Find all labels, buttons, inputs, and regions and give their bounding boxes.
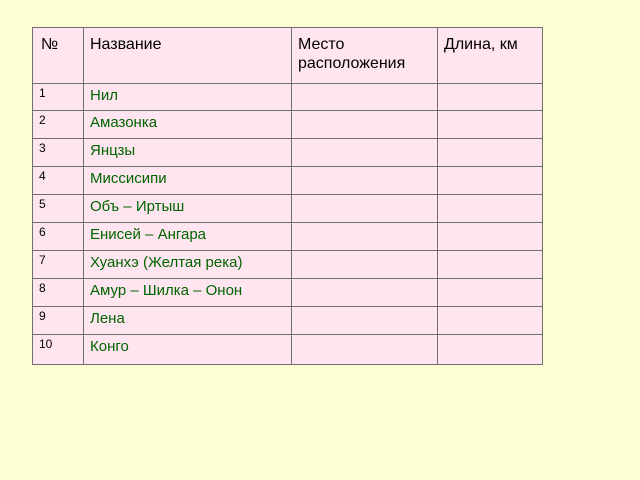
row-number: 4: [33, 167, 84, 195]
header-name: Название: [84, 28, 292, 84]
length-cell: [438, 279, 543, 307]
location-cell: [292, 279, 438, 307]
table-row: [33, 223, 543, 251]
river-name: Миссисипи: [84, 167, 292, 195]
length-cell: [438, 84, 543, 111]
row-number: 9: [33, 307, 84, 335]
location-cell: [292, 195, 438, 223]
location-cell: [292, 307, 438, 335]
location-cell: [292, 335, 438, 365]
table-row: [33, 279, 543, 307]
header-location: Место расположения: [292, 28, 438, 84]
length-cell: [438, 139, 543, 167]
header-length: Длина, км: [438, 28, 543, 84]
row-number: 6: [33, 223, 84, 251]
table-row: [33, 335, 543, 365]
location-cell: [292, 223, 438, 251]
length-cell: [438, 251, 543, 279]
length-cell: [438, 167, 543, 195]
table-row: [33, 307, 543, 335]
row-number: 2: [33, 111, 84, 139]
river-name: Конго: [84, 335, 292, 365]
river-name: Янцзы: [84, 139, 292, 167]
length-cell: [438, 307, 543, 335]
location-cell: [292, 251, 438, 279]
table-row: [33, 167, 543, 195]
length-cell: [438, 111, 543, 139]
row-number: 10: [33, 335, 84, 365]
river-name: Хуанхэ (Желтая река): [84, 251, 292, 279]
river-name: Лена: [84, 307, 292, 335]
river-name: Объ – Иртыш: [84, 195, 292, 223]
row-number: 5: [33, 195, 84, 223]
row-number: 3: [33, 139, 84, 167]
rivers-table: [32, 27, 543, 365]
length-cell: [438, 335, 543, 365]
row-number: 8: [33, 279, 84, 307]
header-number: №: [33, 28, 84, 84]
table-row: [33, 139, 543, 167]
river-name: Енисей – Ангара: [84, 223, 292, 251]
length-cell: [438, 195, 543, 223]
table-row: [33, 111, 543, 139]
table-row: [33, 84, 543, 111]
location-cell: [292, 84, 438, 111]
table-header-row: [33, 28, 543, 84]
row-number: 7: [33, 251, 84, 279]
river-name: Нил: [84, 84, 292, 111]
row-number: 1: [33, 84, 84, 111]
table-row: [33, 251, 543, 279]
location-cell: [292, 167, 438, 195]
river-name: Амазонка: [84, 111, 292, 139]
table-row: [33, 195, 543, 223]
location-cell: [292, 139, 438, 167]
location-cell: [292, 111, 438, 139]
length-cell: [438, 223, 543, 251]
river-name: Амур – Шилка – Онон: [84, 279, 292, 307]
